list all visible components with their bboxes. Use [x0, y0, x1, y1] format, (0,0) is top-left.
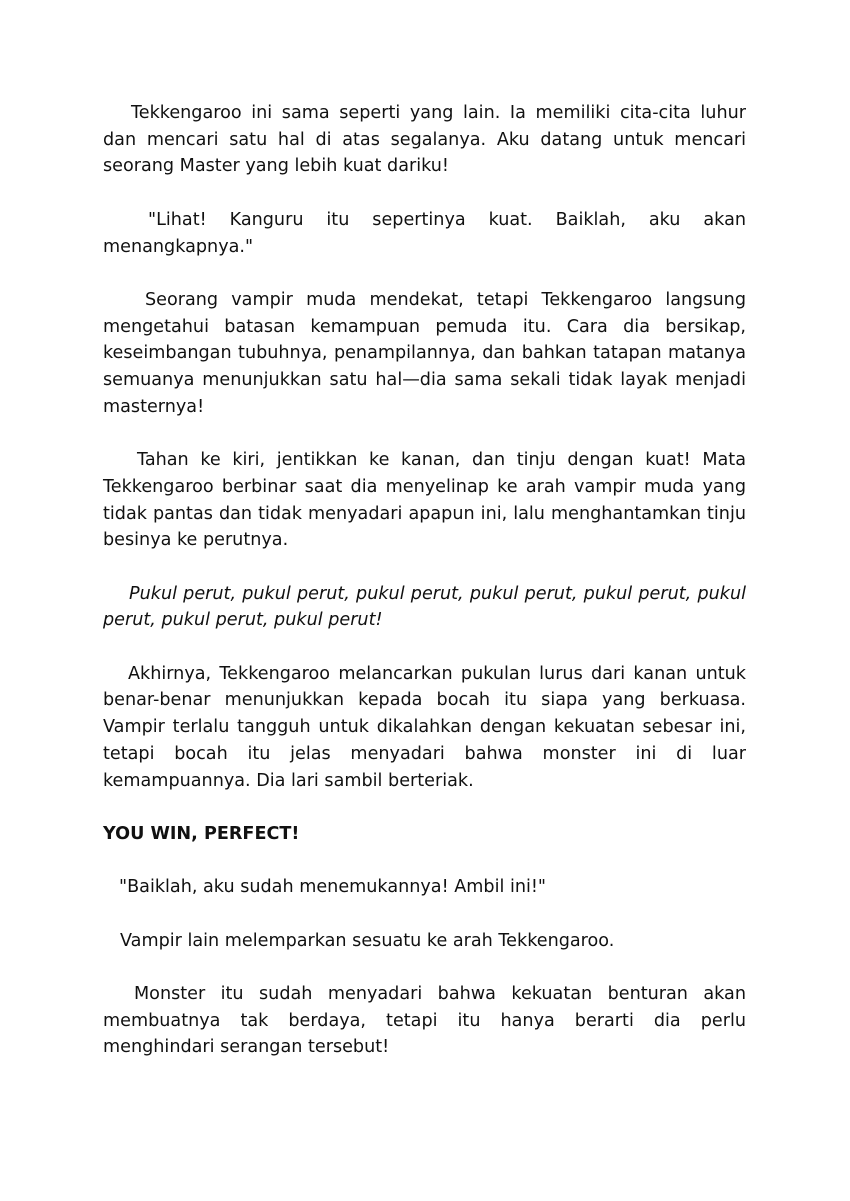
- paragraph-throw: Vampir lain melemparkan sesuatu ke arah Tekkengaroo.: [120, 930, 615, 951]
- paragraph-young-vampir: Seorang vampir muda mendekat, tetapi Tekkengaroo langsung mengetahui batasan kemampuan pemuda itu. Cara dia bersikap, keseimbangan tubuhnya, penampilannya, dan bahkan tatapan matanya semuanya menunjukkan satu hal—dia sama sekali tidak layak menjadi masternya!: [103, 289, 746, 417]
- paragraph-punch-command: Tahan ke kiri, jentikkan ke kanan, dan tinju dengan kuat! Mata Tekkengaroo berbinar saat dia menyelinap ke arah vampir muda yang tidak pantas dan tidak menyadari apapun ini, lalu menghantamkan tinju besinya ke perutnya.: [103, 450, 746, 551]
- paragraph-dialogue-found: "Baiklah, aku sudah menemukannya! Ambil ini!": [119, 877, 547, 898]
- paragraph-you-win: YOU WIN, PERFECT!: [103, 823, 300, 844]
- paragraph-dodge: Monster itu sudah menyadari bahwa kekuatan benturan akan membuatnya tak berdaya, tetapi itu hanya berarti dia perlu menghindari serangan tersebut!: [103, 984, 746, 1058]
- document-page: [103, 100, 746, 1061]
- paragraph-pukul-perut: Pukul perut, pukul perut, pukul perut, pukul perut, pukul perut, pukul perut, pukul perut, pukul perut!: [103, 583, 746, 631]
- paragraph-intro: Tekkengaroo ini sama seperti yang lain. Ia memiliki cita-cita luhur dan mencari satu hal di atas segalanya. Aku datang untuk mencari seorang Master yang lebih kuat dariku!: [103, 103, 746, 177]
- paragraph-final-strike: Akhirnya, Tekkengaroo melancarkan pukulan lurus dari kanan untuk benar-benar menunjukkan kepada bocah itu siapa yang berkuasa. Vampir terlalu tangguh untuk dikalahkan dengan kekuatan sebesar ini, tetapi bocah itu jelas menyadari bahwa monster ini di luar kemampuannya. Dia lari sambil berteriak.: [103, 663, 746, 791]
- paragraph-dialogue-kangaroo: "Lihat! Kanguru itu sepertinya kuat. Baiklah, aku akan menangkapnya.": [103, 209, 746, 257]
